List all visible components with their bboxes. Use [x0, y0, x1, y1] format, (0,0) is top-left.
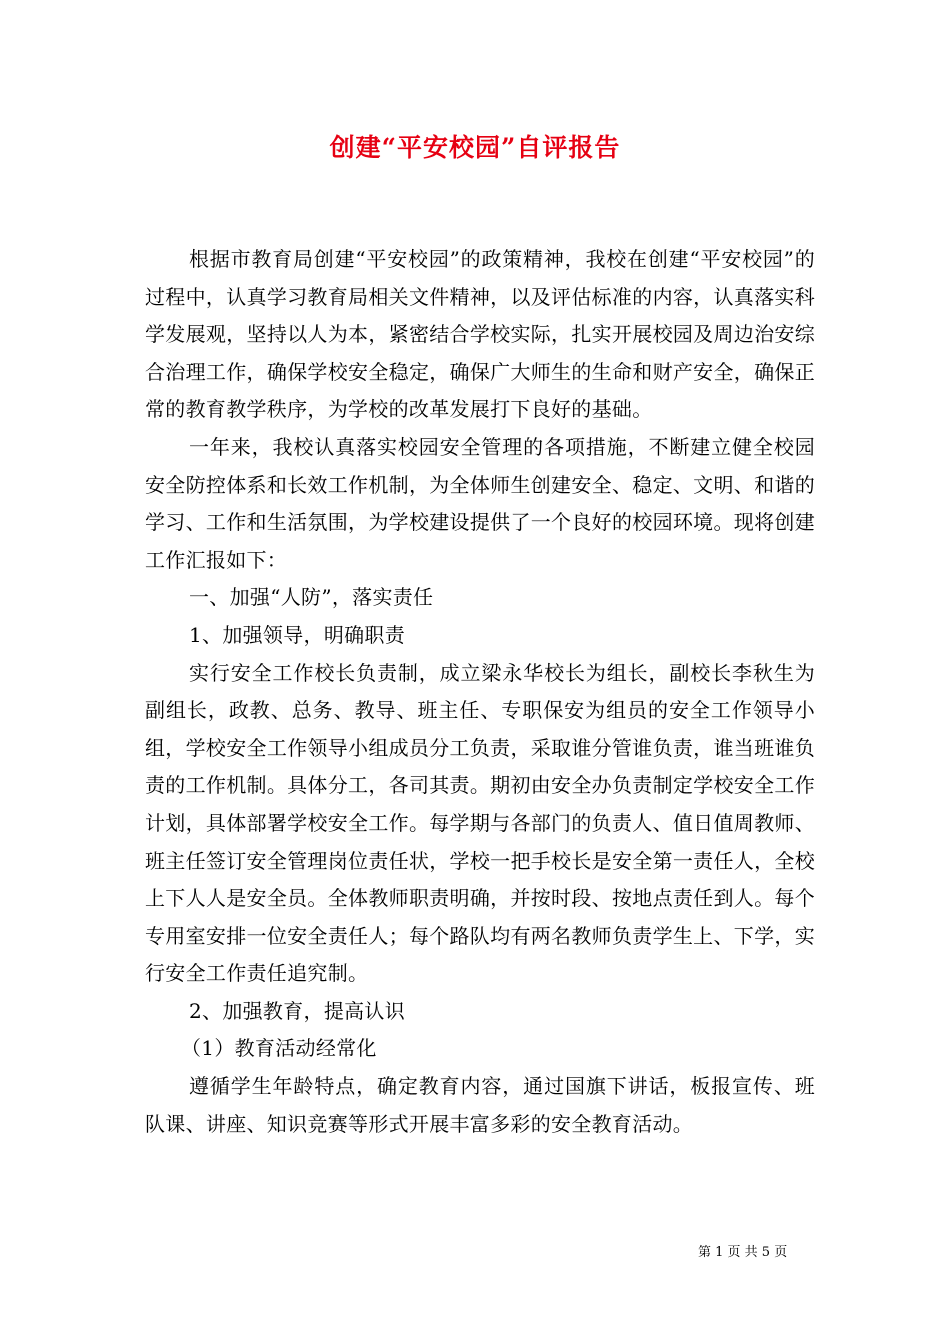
paragraph-education: 遵循学生年龄特点，确定教育内容，通过国旗下讲话，板报宣传、班队课、讲座、知识竞赛等形式开展丰富多彩的安全教育活动。	[145, 1074, 815, 1136]
subsection-heading-2: 2、加强教育，提高认识	[189, 998, 406, 1023]
section-heading-1: 一、加强“人防”，落实责任	[189, 585, 434, 610]
subsection-heading-1: 1、加强领导，明确职责	[189, 622, 406, 647]
document-body	[145, 241, 815, 1143]
page-number: 第 1 页 共 5 页	[698, 1245, 788, 1260]
paragraph-leadership: 实行安全工作校长负责制，成立梁永华校长为组长，副校长李秋生为副组长，政教、总务、教导、班主任、专职保安为组员的安全工作领导小组，学校安全工作领导小组成员分工负责，采取谁分管谁负责，谁当班谁负责的工作机制。具体分工，各司其责。期初由安全办负责制定学校安全工作计划，具体部署学校安全工作。每学期与各部门的负责人、值日值周教师、班主任签订安全管理岗位责任状，学校一把手校长是安全第一责任人，全校上下人人是安全员。全体教师职责明确，并按时段、按地点责任到人。每个专用室安排一位安全责任人；每个路队均有两名教师负责学生上、下学，实行安全工作责任追究制。	[145, 660, 815, 986]
document-title: 创建“平安校园”自评报告	[329, 133, 621, 162]
paragraph-summary: 一年来，我校认真落实校园安全管理的各项措施，不断建立健全校园安全防控体系和长效工作机制，为全体师生创建安全、稳定、文明、和谐的学习、工作和生活氛围，为学校建设提供了一个良好的校园环境。现将创建工作汇报如下：	[145, 434, 815, 572]
item-heading-1: （1）教育活动经常化	[181, 1036, 377, 1061]
paragraph-intro: 根据市教育局创建“平安校园”的政策精神，我校在创建“平安校园”的过程中，认真学习教育局相关文件精神，以及评估标准的内容，认真落实科学发展观，坚持以人为本，紧密结合学校实际，扎实开展校园及周边治安综合治理工作，确保学校安全稳定，确保广大师生的生命和财产安全，确保正常的教育教学秩序，为学校的改革发展打下良好的基础。	[145, 247, 815, 422]
